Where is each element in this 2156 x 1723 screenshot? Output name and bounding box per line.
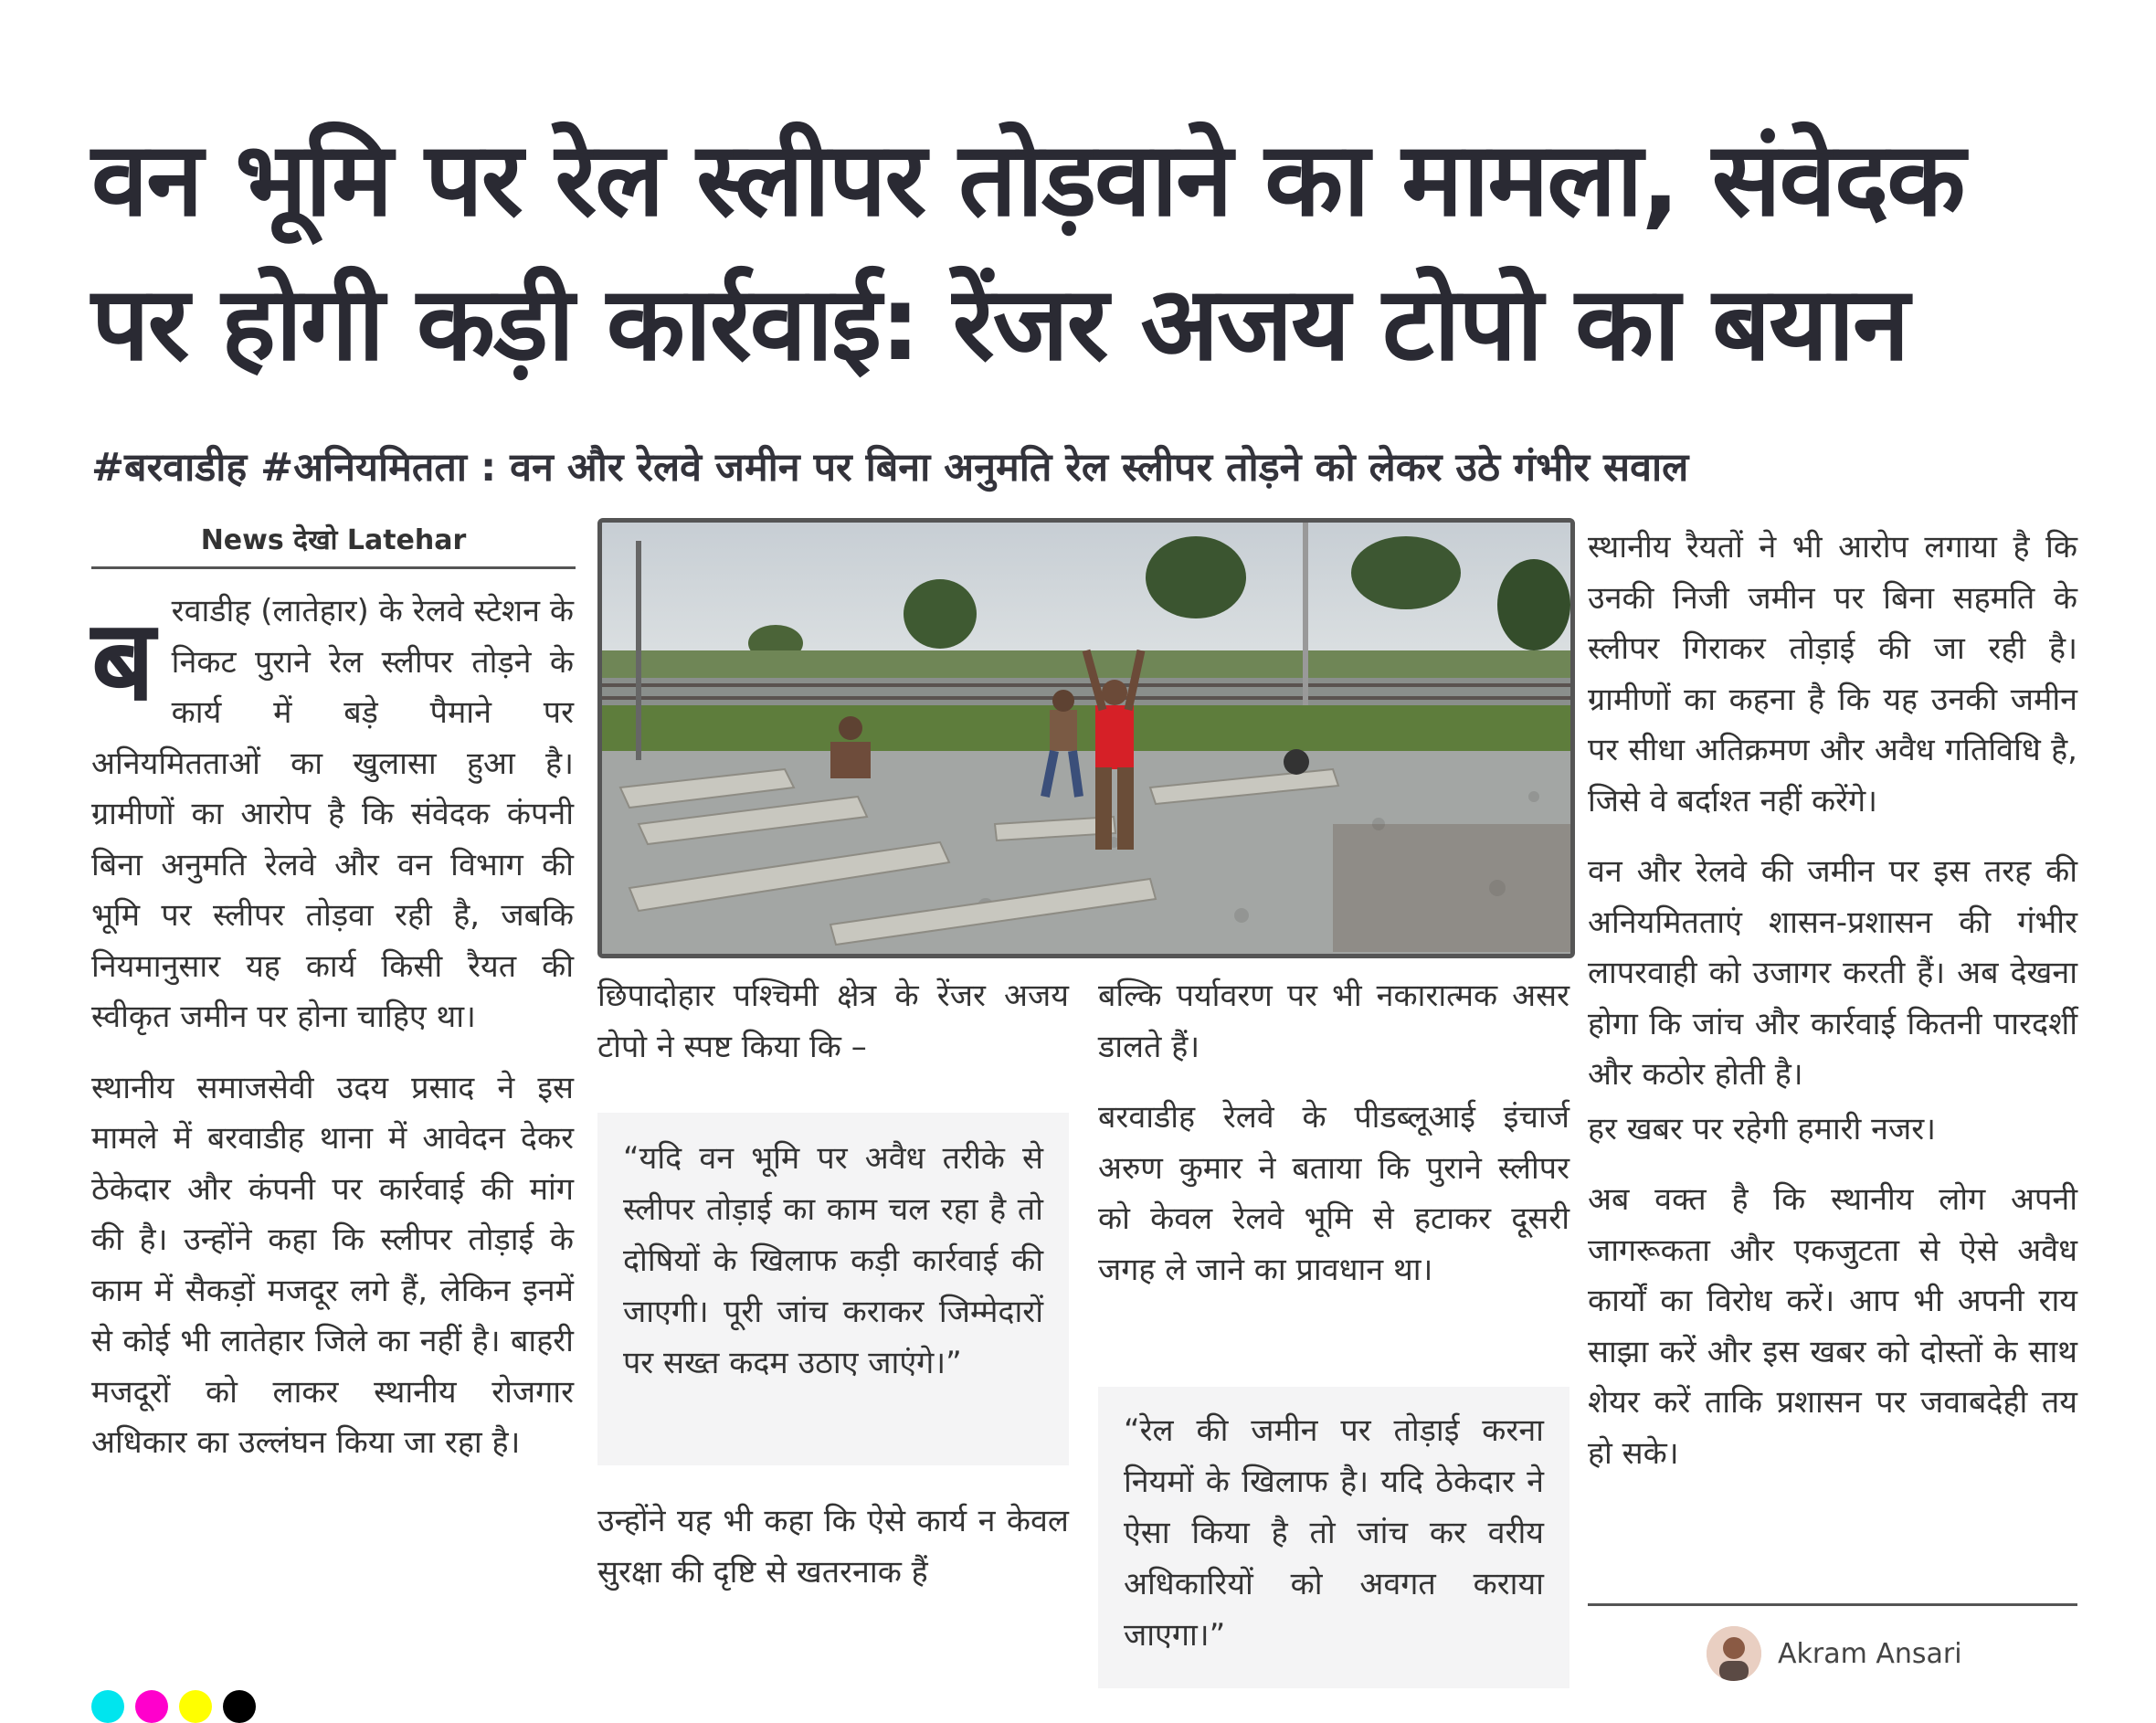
author-divider xyxy=(1588,1603,2077,1606)
author-byline xyxy=(1707,1626,1962,1681)
column-1 xyxy=(91,587,574,1489)
ranger-quote-box xyxy=(597,1113,1069,1465)
paragraph-social-worker: स्थानीय समाजसेवी उदय प्रसाद ने इस मामले में बरवाडीह थाना में आवेदन देकर ठेकेदार और कंपनी पर कार्रवाई की मांग की है। उन्होंने कहा कि स्लीपर तोड़ाई के काम में सैकड़ों मजदूर लगे हैं, लेकिन इनमें से कोई भी लातेहार जिले का नहीं है। बाहरी मजदूरों को लाकर स्थानीय रोजगार अधिकार का उल्लंघन किया जा रहा है। xyxy=(91,1069,574,1461)
news-photo xyxy=(597,518,1575,958)
column-2-bottom xyxy=(597,1496,1069,1618)
ranger-followup: उन्होंने यह भी कहा कि ऐसे कार्य न केवल सुरक्षा की दृष्टि से खतरनाक हैं xyxy=(597,1503,1069,1591)
subheadline: #बरवाडीह #अनियमितता : वन और रेलवे जमीन पर बिना अनुमति रेल स्लीपर तोड़ने को लेकर उठे गंभीर सवाल xyxy=(91,445,1689,491)
drop-cap: ब xyxy=(91,596,155,725)
intro-paragraph: बरवाडीह (लातेहार) के रेलवे स्टेशन के निकट पुराने रेल स्लीपर तोड़ने के कार्य में बड़े पैमाने पर अनियमितताओं का खुलासा हुआ है। ग्रामीणों का आरोप है कि संवेदक कंपनी बिना अनुमति रेलवे और वन विभाग की भूमि पर स्लीपर तोड़वा रही है, जबकि नियमानुसार यह कार्य किसी रैयत की स्वीकृत जमीन पर होना चाहिए था। xyxy=(91,593,574,1035)
pwi-paragraph: बरवाडीह रेलवे के पीडब्लूआई इंचार्ज अरुण कुमार ने बताया कि पुराने स्लीपर को केवल रेलवे भूमि से हटाकर दूसरी जगह ले जाने का प्रावधान था। xyxy=(1098,1099,1569,1288)
pwi-quote: “रेल की जमीन पर तोड़ाई करना नियमों के खिलाफ है। यदि ठेकेदार ने ऐसा किया है तो जांच कर वरीय अधिकारियों को अवगत कराया जाएगा।” xyxy=(1124,1412,1544,1654)
headline: वन भूमि पर रेल स्लीपर तोड़वाने का मामला, संवेदक पर होगी कड़ी कार्रवाई: रेंजर अजय टोपो का बयान xyxy=(91,121,1964,384)
call-to-action: अब वक्त है कि स्थानीय लोग अपनी जागरूकता और एकजुटता से ऐसे अवैध कार्यों का विरोध करें। आप भी अपनी राय साझा करें और इस खबर को दोस्तों के साथ शेयर करें ताकि प्रशासन पर जवाबदेही तय हो सके। xyxy=(1588,1181,2077,1472)
photo-railway-workers xyxy=(602,523,1570,954)
author-name: Akram Ansari xyxy=(1778,1637,1962,1670)
column-4 xyxy=(1588,523,2077,1499)
raiyat-paragraph: स्थानीय रैयतों ने भी आरोप लगाया है कि उनकी निजी जमीन पर बिना सहमति के स्लीपर गिराकर तोड़ाई की जा रही है। ग्रामीणों का कहना है कि यह उनकी जमीन पर सीधा अतिक्रमण और अवैध गतिविधि है, जिसे वे बर्दाश्त नहीं करेंगे। xyxy=(1588,529,2077,819)
registration-marks xyxy=(91,1690,256,1723)
author-avatar xyxy=(1707,1626,1761,1681)
ranger-quote: “यदि वन भूमि पर अवैध तरीके से स्लीपर तोड़ाई का काम चल रहा है तो दोषियों के खिलाफ कड़ी कार्रवाई की जाएगी। पूरी जांच कराकर जिम्मेदारों पर सख्त कदम उठाए जाएंगे।” xyxy=(623,1140,1043,1381)
negligence-paragraph: वन और रेलवे की जमीन पर इस तरह की अनियमितताएं शासन-प्रशासन की गंभीर लापरवाही को उजागर करती हैं। अब देखना होगा कि जांच और कार्रवाई कितनी पारदर्शी और कठोर होती है। xyxy=(1588,853,2077,1093)
column-3 xyxy=(1098,971,1569,1316)
source-byline: News देखो Latehar xyxy=(200,524,467,556)
ranger-intro: छिपादोहार पश्चिमी क्षेत्र के रेंजर अजय टोपो ने स्पष्ट किया कि – xyxy=(597,978,1069,1065)
magenta-mark xyxy=(135,1690,168,1723)
cyan-mark xyxy=(91,1690,124,1723)
yellow-mark xyxy=(179,1690,212,1723)
column-2-intro xyxy=(597,971,1069,1093)
pwi-quote-box xyxy=(1098,1387,1569,1688)
byline-divider xyxy=(91,566,576,569)
black-mark xyxy=(223,1690,256,1723)
watch-line: हर खबर पर रहेगी हमारी नजर। xyxy=(1588,1110,1937,1147)
environment-paragraph: बल्कि पर्यावरण पर भी नकारात्मक असर डालते हैं। xyxy=(1098,978,1569,1065)
